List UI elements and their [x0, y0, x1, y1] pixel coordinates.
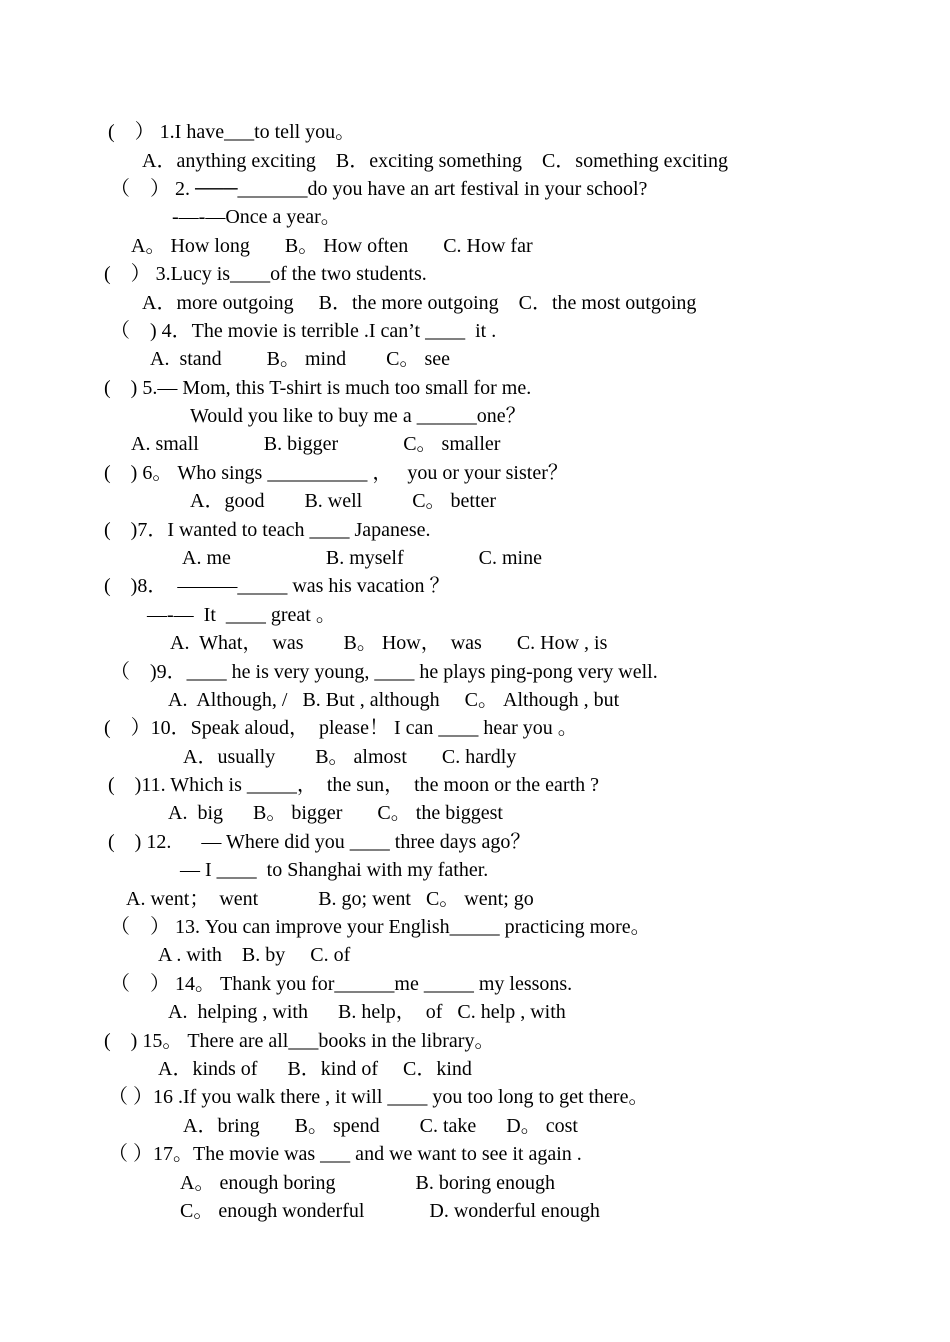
question-13-options: A . with B. by C. of: [158, 944, 351, 966]
question-5: ( ) 5.— Mom, this T-shirt is much too small for me.: [104, 377, 532, 399]
question-13: （ ） 13. You can improve your English_____ practicing more。: [110, 916, 651, 938]
question-17: （ ）17。The movie was ___ and we want to see it again .: [108, 1143, 582, 1165]
question-9: （ )9．____ he is very young, ____ he plays ping-pong very well.: [110, 661, 658, 683]
question-2: （ ） 2. ───_______do you have an art festival in your school?: [110, 178, 648, 200]
question-14: （ ） 14。 Thank you for______me _____ my lessons.: [110, 973, 573, 995]
question-11: ( )11. Which is _____， the sun， the moon or the earth ?: [108, 774, 600, 796]
question-7: ( )7．I wanted to teach ____ Japanese.: [104, 519, 431, 541]
question-15: ( ) 15。 There are all___books in the library。: [104, 1030, 495, 1052]
question-3-options: A．more outgoing B．the more outgoing C．the most outgoing: [142, 292, 697, 314]
question-6-options: A．good B. well C。 better: [190, 490, 497, 512]
question-4-options: A. stand B。 mind C。 see: [150, 348, 450, 370]
question-16-options: A．bring B。 spend C. take D。 cost: [183, 1115, 578, 1137]
question-12-reply: — I ____ to Shanghai with my father.: [180, 859, 489, 881]
question-2-reply: -—-—Once a year。: [172, 206, 341, 228]
question-14-options: A. helping , with B. help， of C. help , with: [168, 1001, 566, 1023]
question-9-options: A. Although, / B. But , although C。 Although , but: [168, 689, 620, 711]
question-17-options-cd: C。 enough wonderful D. wonderful enough: [180, 1200, 600, 1222]
question-11-options: A. big B。 bigger C。 the biggest: [168, 802, 503, 824]
question-1-options: A．anything exciting B．exciting something C．something exciting: [142, 150, 729, 172]
question-12: ( ) 12. — Where did you ____ three days ago？: [108, 831, 531, 853]
question-6: ( ) 6。 Who sings __________ ， you or your sister？: [104, 462, 568, 484]
question-4: （ ) 4．The movie is terrible .I can’t ____ it .: [110, 320, 497, 342]
question-8-options: A. What， was B。 How， was C. How , is: [170, 632, 608, 654]
question-8-reply: —-— It ____ great 。: [147, 604, 336, 626]
question-16: （ ）16 .If you walk there , it will ____ you too long to get there。: [108, 1086, 649, 1108]
question-5-options: A. small B. bigger C。 smaller: [131, 433, 501, 455]
question-12-options: A. went； went B. go; went C。 went; go: [126, 888, 534, 910]
question-15-options: A．kinds of B．kind of C．kind: [158, 1058, 472, 1080]
question-10: ( ）10．Speak aloud， please！ I can ____ hear you 。: [104, 717, 578, 739]
question-2-options: A。 How long B。 How often C. How far: [131, 235, 533, 257]
question-3: ( ） 3.Lucy is____of the two students.: [104, 263, 427, 285]
question-7-options: A. me B. myself C. mine: [182, 547, 542, 569]
question-1: ( ） 1.I have___to tell you。: [108, 121, 356, 143]
question-5-line-2: Would you like to buy me a ______one？: [190, 405, 526, 427]
question-8: ( )8． ———_____ was his vacation ？: [104, 575, 450, 597]
question-17-options-ab: A。 enough boring B. boring enough: [180, 1172, 555, 1194]
question-10-options: A．usually B。 almost C. hardly: [183, 746, 517, 768]
